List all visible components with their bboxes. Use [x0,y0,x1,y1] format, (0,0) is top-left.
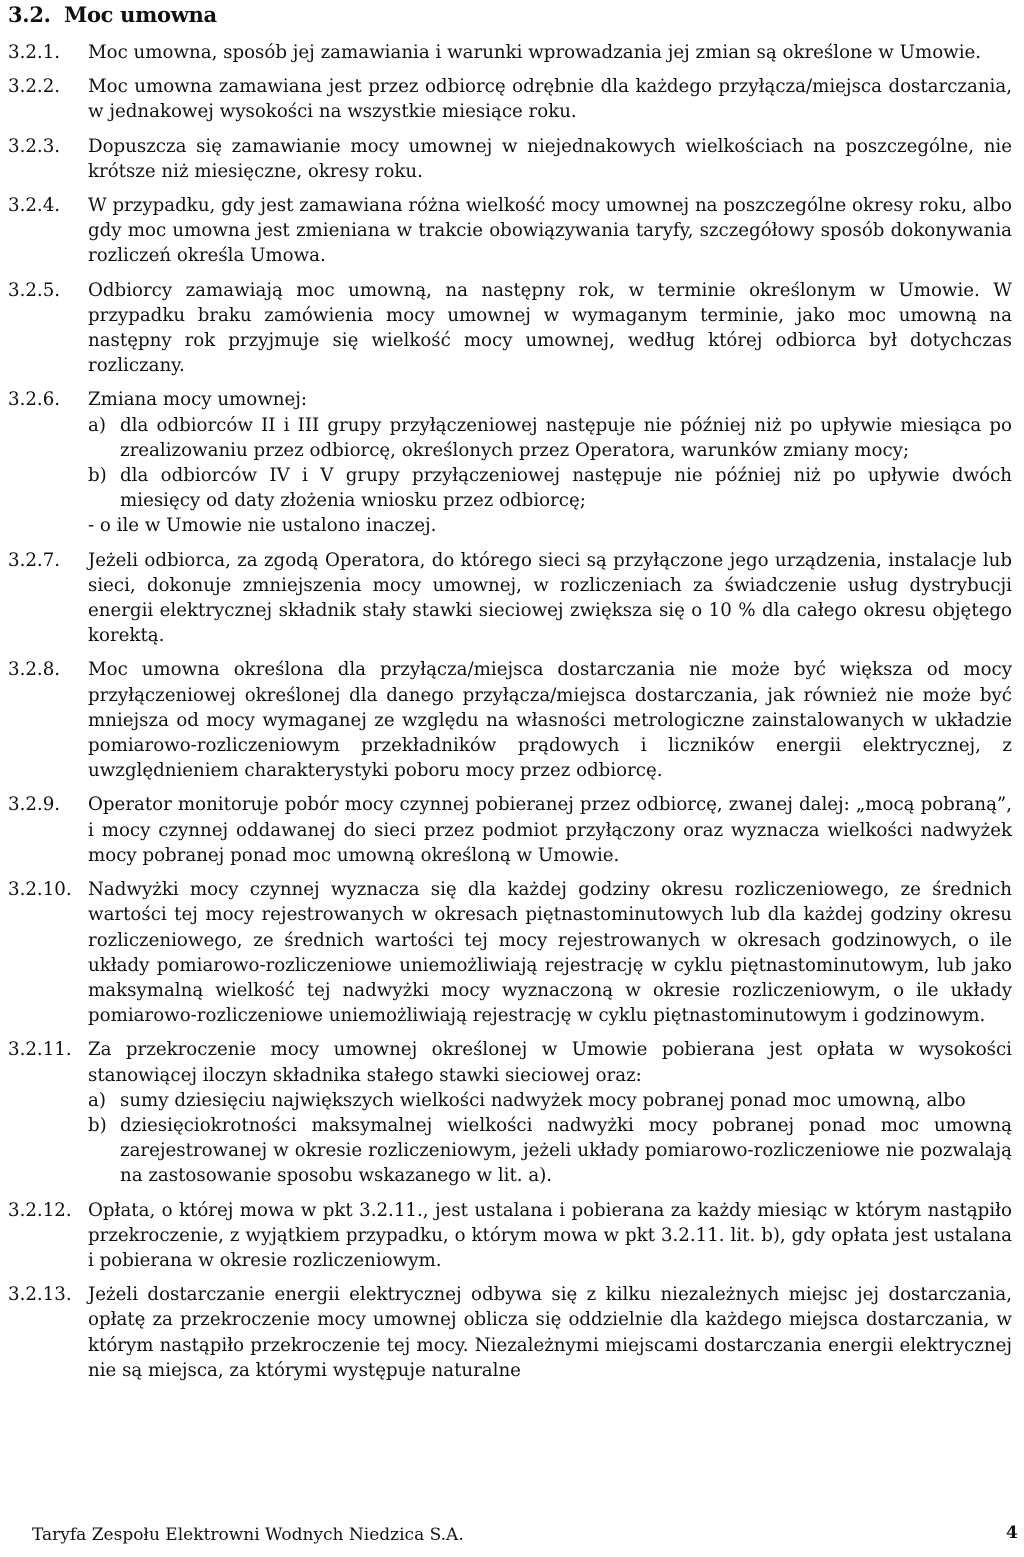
paragraph-note: - o ile w Umowie nie ustalono inaczej. [88,515,437,537]
paragraph-list [8,40,1012,1383]
paragraph-text: Jeżeli odbiorca, za zgodą Operatora, do którego sieci są przyłączone jego urządzenia, instalacje lub sieci, dokonuje zmniejszenia mocy umownej, w rozliczeniach za świadczenie usług dystrybucji energii elektrycznej składnik stały stawki sieciowej zwiększa się o 10 % dla całego okresu objętego korektą. [88,549,1012,647]
sub-item-text: dziesięciokrotności maksymalnej wielkości nadwyżki mocy pobranej ponad moc umowną zarejestrowanej w okresie rozliczeniowym, jeżeli układy pomiarowo-rozliczeniowe nie pozwalają na zastosowanie sposobu wskazanego w lit. a). [120,1114,1012,1187]
paragraph-item [8,193,1012,269]
paragraph-number: 3.2.6. [8,389,61,411]
section-title: Moc umowna [64,2,217,27]
sub-item [88,413,1012,463]
paragraph-text: Opłata, o której mowa w pkt 3.2.11., jest ustalana i pobierana za każdy miesiąc w którym nastąpiło przekroczenie, z wyjątkiem przypadku, o którym mowa w pkt 3.2.11. lit. b), gdy opłata jest ustalana i pobierana w okresie rozliczeniowym. [88,1199,1012,1271]
paragraph-number: 3.2.12. [8,1199,72,1221]
paragraph-item [8,1198,1012,1274]
sub-item-text: dla odbiorców II i III grupy przyłączeniowej następuje nie później niż po upływie miesiąca po zrealizowaniu przez odbiorcę, określonych przez Operatora, warunków zmiany mocy; [120,414,1012,461]
sub-item-letter: b) [88,1114,107,1136]
sub-item [88,463,1012,513]
paragraph-text: Moc umowna zamawiana jest przez odbiorcę odrębnie dla każdego przyłącza/miejsca dostarczania, w jednakowej wysokości na wszystkie miesiące roku. [88,76,1012,123]
paragraph-number: 3.2.10. [8,879,72,901]
paragraph-text: Odbiorcy zamawiają moc umowną, na następny rok, w terminie określonym w Umowie. W przypadku braku zamówienia mocy umownej w wymaganym terminie, jako moc umowną na następny rok przyjmuje się wielkość mocy umownej, według której odbiorca był dotychczas rozliczany. [88,279,1012,377]
paragraph-item [8,134,1012,184]
sub-item-letter: a) [88,414,106,436]
paragraph-item [8,40,1012,65]
sub-item-letter: b) [88,465,107,487]
sub-item [88,1113,1012,1189]
paragraph-text: Nadwyżki mocy czynnej wyznacza się dla każdej godziny okresu rozliczeniowego, ze średnich wartości tej mocy rejestrowanych w okresach piętnastominutowych lub dla każdej godziny okresu rozliczeniowego, ze średnich wartości tej mocy rejestrowanych w okresach godzinowych, o ile układy pomiarowo-rozliczeniowe uniemożliwiają rejestrację w cyklu piętnastominutowym, lub jako maksymalną wielkość tej nadwyżki mocy wyznaczoną w okresie rozliczeniowym, o ile układy pomiarowo-rozliczeniowe uniemożliwiają rejestrację w cyklu piętnastominutowym i godzinowym. [88,879,1012,1027]
paragraph-number: 3.2.2. [8,76,61,98]
paragraph-number: 3.2.1. [8,42,61,63]
paragraph-item [8,1282,1012,1383]
paragraph-item [8,74,1012,124]
paragraph-item [8,278,1012,379]
paragraph-item [8,657,1012,783]
paragraph-text: W przypadku, gdy jest zamawiana różna wielkość mocy umownej na poszczególne okresy roku, albo gdy moc umowna jest zmieniana w trakcie obowiązywania taryfy, szczegółowy sposób dokonywania rozliczeń określa Umowa. [88,195,1013,267]
paragraph-text: Operator monitoruje pobór mocy czynnej pobieranej przez odbiorcę, zwanej dalej: „mocą pobraną”, i mocy czynnej oddawanej do sieci przez podmiot przyłączony oraz wyznacza wielkości nadwyżek mocy pobranej ponad moc umowną określoną w Umowie. [88,794,1012,866]
paragraph-number: 3.2.5. [8,279,61,301]
section-number: 3.2. [8,2,51,27]
paragraph-text [88,387,1012,538]
paragraph-intro: Zmiana mocy umownej: [88,389,308,411]
paragraph-text: Jeżeli dostarczanie energii elektrycznej odbywa się z kilku niezależnych miejsc jej dostarczania, opłatę za przekroczenie mocy umownej oblicza się oddzielnie dla każdego miejsca dostarczania, w którym nastąpiło przekroczenie tej mocy. Niezależnymi miejscami dostarczania energii elektrycznej nie są miejsca, za którymi występuje naturalne [88,1284,1012,1381]
section-heading [8,2,217,27]
paragraph-item [8,548,1012,649]
paragraph-number: 3.2.7. [8,549,61,571]
paragraph-text: Dopuszcza się zamawianie mocy umownej w niejednakowych wielkościach na poszczególne, nie krótsze niż miesięczne, okresy roku. [88,135,1012,182]
paragraph-number: 3.2.8. [8,659,61,681]
sub-item-text: sumy dziesięciu największych wielkości nadwyżek mocy pobranej ponad moc umowną, albo [120,1089,966,1111]
paragraph-item [8,1037,1012,1188]
paragraph-intro: Za przekroczenie mocy umownej określonej w Umowie pobierana jest opłata w wysokości stanowiącej iloczyn składnika stałego stawki sieciowej oraz: [88,1039,1012,1086]
paragraph-item [8,792,1012,868]
paragraph-number: 3.2.4. [8,195,61,217]
footer-text: Taryfa Zespołu Elektrowni Wodnych Niedzica S.A. [32,1525,464,1545]
paragraph-text [88,1037,1012,1188]
page-number: 4 [1006,1523,1018,1543]
paragraph-number: 3.2.3. [8,135,61,157]
sub-item-text: dla odbiorców IV i V grupy przyłączeniowej następuje nie później niż po upływie dwóch miesięcy od daty złożenia wniosku przez odbiorcę; [120,465,1012,512]
sub-item-letter: a) [88,1089,106,1111]
paragraph-number: 3.2.9. [8,794,61,816]
paragraph-item [8,877,1012,1028]
paragraph-item [8,387,1012,538]
paragraph-number: 3.2.13. [8,1284,72,1306]
paragraph-text: Moc umowna określona dla przyłącza/miejsca dostarczania nie może być większa od mocy przyłączeniowej określonej dla danego przyłącza/miejsca dostarczania, jak również nie może być mniejsza od mocy wymaganej ze względu na własności metrologiczne zainstalowanych w układzie pomiarowo-rozliczeniowym przekładników prądowych i liczników energii elektrycznej, z uwzględnieniem charakterystyki poboru mocy przez odbiorcę. [88,659,1012,782]
paragraph-number: 3.2.11. [8,1039,72,1061]
sub-item [88,1088,1012,1113]
paragraph-text: Moc umowna, sposób jej zamawiania i warunki wprowadzania jej zmian są określone w Umowie. [88,42,982,63]
